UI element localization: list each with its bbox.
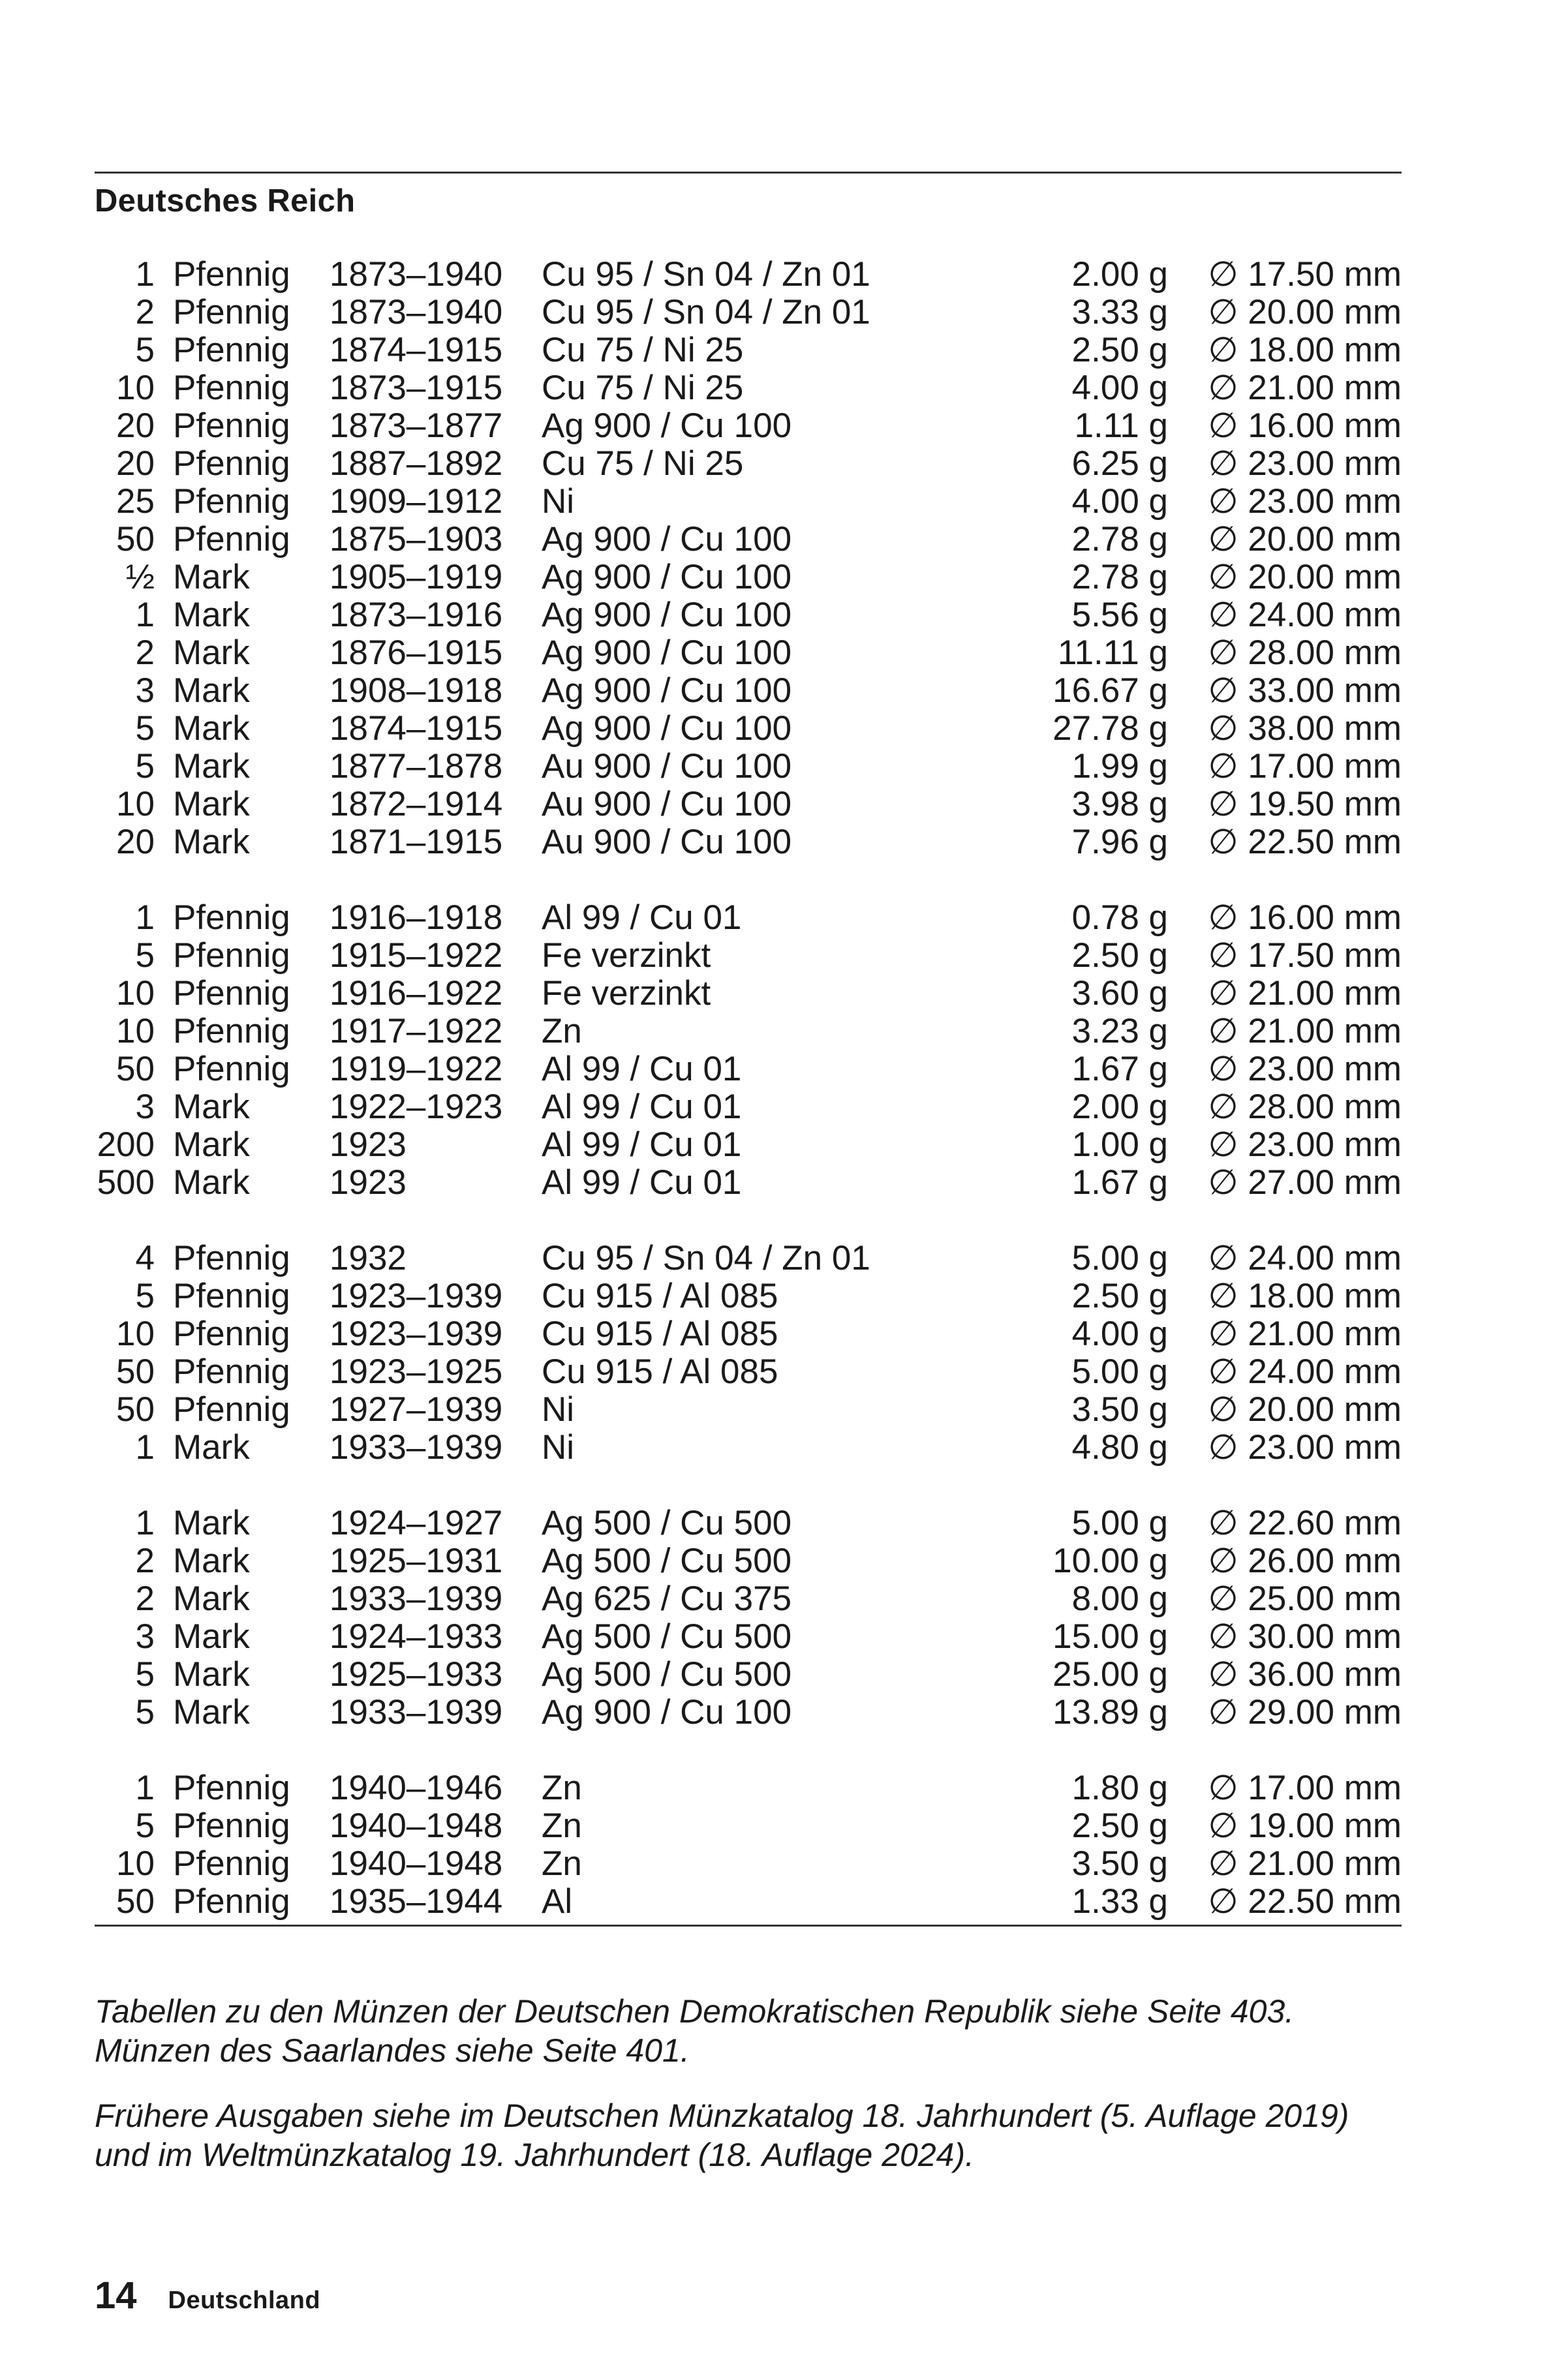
years: 1917–1922 bbox=[330, 1012, 503, 1050]
alloy: Ag 900 / Cu 100 bbox=[542, 520, 792, 558]
table-row bbox=[0, 1050, 1566, 1088]
weight: 1.80 g bbox=[1071, 1769, 1168, 1807]
denomination-unit: Mark bbox=[173, 671, 250, 710]
denomination-value: 10 bbox=[116, 1315, 155, 1353]
alloy: Cu 915 / Al 085 bbox=[542, 1352, 778, 1391]
years: 1940–1948 bbox=[330, 1844, 503, 1883]
denomination-unit: Pfennig bbox=[173, 974, 290, 1013]
denomination-value: 5 bbox=[135, 747, 155, 786]
alloy: Zn bbox=[542, 1769, 582, 1807]
denomination-unit: Mark bbox=[173, 747, 250, 786]
denomination-unit: Pfennig bbox=[173, 520, 290, 558]
diameter: ∅ 23.00 mm bbox=[1208, 1125, 1402, 1164]
weight: 2.50 g bbox=[1071, 936, 1168, 975]
table-row bbox=[0, 823, 1566, 861]
denomination-value: 1 bbox=[135, 596, 155, 634]
denomination-value: 50 bbox=[116, 1390, 155, 1429]
weight: 5.56 g bbox=[1071, 596, 1168, 634]
denomination-value: 5 bbox=[135, 936, 155, 975]
weight: 3.98 g bbox=[1071, 785, 1168, 823]
table-row bbox=[0, 710, 1566, 748]
table-row bbox=[0, 1656, 1566, 1694]
table-row bbox=[0, 1391, 1566, 1429]
alloy: Cu 915 / Al 085 bbox=[542, 1277, 778, 1315]
diameter: ∅ 29.00 mm bbox=[1208, 1693, 1402, 1732]
diameter: ∅ 28.00 mm bbox=[1208, 633, 1402, 672]
alloy: Ag 900 / Cu 100 bbox=[542, 596, 792, 634]
denomination-unit: Mark bbox=[173, 1428, 250, 1467]
table-row bbox=[0, 1807, 1566, 1845]
denomination-unit: Pfennig bbox=[173, 331, 290, 369]
denomination-unit: Pfennig bbox=[173, 369, 290, 407]
years: 1875–1903 bbox=[330, 520, 503, 558]
weight: 1.00 g bbox=[1071, 1125, 1168, 1164]
denomination-value: 5 bbox=[135, 709, 155, 748]
denomination-value: ½ bbox=[125, 558, 155, 596]
denomination-value: 1 bbox=[135, 1428, 155, 1467]
years: 1908–1918 bbox=[330, 671, 503, 710]
alloy: Fe verzinkt bbox=[542, 936, 711, 975]
denomination-unit: Pfennig bbox=[173, 898, 290, 937]
denomination-unit: Pfennig bbox=[173, 1807, 290, 1845]
denomination-value: 50 bbox=[116, 1882, 155, 1921]
weight: 13.89 g bbox=[1052, 1693, 1168, 1732]
diameter: ∅ 22.50 mm bbox=[1208, 1882, 1402, 1921]
notes bbox=[95, 1992, 1406, 2201]
diameter: ∅ 24.00 mm bbox=[1208, 1239, 1402, 1277]
years: 1925–1931 bbox=[330, 1542, 503, 1580]
alloy: Au 900 / Cu 100 bbox=[542, 747, 792, 786]
denomination-value: 5 bbox=[135, 1807, 155, 1845]
alloy: Ag 900 / Cu 100 bbox=[542, 1693, 792, 1732]
table-row bbox=[0, 445, 1566, 483]
diameter: ∅ 17.50 mm bbox=[1208, 255, 1402, 294]
diameter: ∅ 28.00 mm bbox=[1208, 1088, 1402, 1126]
weight: 1.99 g bbox=[1071, 747, 1168, 786]
weight: 3.50 g bbox=[1071, 1844, 1168, 1883]
table-row bbox=[0, 596, 1566, 634]
alloy: Au 900 / Cu 100 bbox=[542, 785, 792, 823]
alloy: Ag 625 / Cu 375 bbox=[542, 1579, 792, 1618]
weight: 6.25 g bbox=[1071, 444, 1168, 483]
years: 1922–1923 bbox=[330, 1088, 503, 1126]
note-ddr-saarland: Tabellen zu den Münzen der Deutschen Demokratischen Republik siehe Seite 403. Münzen des Saarlandes siehe Seite 401. bbox=[95, 1993, 1295, 2069]
diameter: ∅ 17.50 mm bbox=[1208, 936, 1402, 975]
page-footer bbox=[95, 2274, 320, 2319]
alloy: Cu 95 / Sn 04 / Zn 01 bbox=[542, 1239, 870, 1277]
weight: 5.00 g bbox=[1071, 1352, 1168, 1391]
denomination-unit: Pfennig bbox=[173, 1352, 290, 1391]
alloy: Cu 75 / Ni 25 bbox=[542, 331, 744, 369]
table-row bbox=[0, 1618, 1566, 1656]
denomination-unit: Mark bbox=[173, 1125, 250, 1164]
years: 1933–1939 bbox=[330, 1579, 503, 1618]
denomination-unit: Mark bbox=[173, 823, 250, 861]
years: 1871–1915 bbox=[330, 823, 503, 861]
diameter: ∅ 23.00 mm bbox=[1208, 482, 1402, 521]
weight: 3.23 g bbox=[1071, 1012, 1168, 1050]
weight: 4.80 g bbox=[1071, 1428, 1168, 1467]
denomination-unit: Pfennig bbox=[173, 255, 290, 294]
weight: 2.00 g bbox=[1071, 255, 1168, 294]
years: 1924–1927 bbox=[330, 1504, 503, 1542]
denomination-unit: Mark bbox=[173, 1579, 250, 1618]
weight: 2.78 g bbox=[1071, 558, 1168, 596]
alloy: Ag 900 / Cu 100 bbox=[542, 709, 792, 748]
table-row bbox=[0, 1845, 1566, 1883]
denomination-value: 2 bbox=[135, 1542, 155, 1580]
denomination-value: 5 bbox=[135, 331, 155, 369]
table-row bbox=[0, 975, 1566, 1013]
coin-group bbox=[0, 899, 1566, 1202]
diameter: ∅ 20.00 mm bbox=[1208, 520, 1402, 558]
denomination-unit: Pfennig bbox=[173, 1315, 290, 1353]
table-row bbox=[0, 407, 1566, 445]
table-row bbox=[0, 1694, 1566, 1732]
diameter: ∅ 21.00 mm bbox=[1208, 1012, 1402, 1050]
diameter: ∅ 36.00 mm bbox=[1208, 1655, 1402, 1694]
diameter: ∅ 20.00 mm bbox=[1208, 293, 1402, 331]
denomination-unit: Pfennig bbox=[173, 482, 290, 521]
weight: 2.50 g bbox=[1071, 331, 1168, 369]
years: 1915–1922 bbox=[330, 936, 503, 975]
years: 1940–1948 bbox=[330, 1807, 503, 1845]
years: 1905–1919 bbox=[330, 558, 503, 596]
diameter: ∅ 22.50 mm bbox=[1208, 823, 1402, 861]
weight: 3.33 g bbox=[1071, 293, 1168, 331]
weight: 25.00 g bbox=[1052, 1655, 1168, 1694]
denomination-unit: Mark bbox=[173, 1163, 250, 1202]
weight: 1.33 g bbox=[1071, 1882, 1168, 1921]
denomination-unit: Mark bbox=[173, 1088, 250, 1126]
weight: 1.67 g bbox=[1071, 1050, 1168, 1088]
alloy: Ag 500 / Cu 500 bbox=[542, 1617, 792, 1656]
weight: 7.96 g bbox=[1071, 823, 1168, 861]
years: 1924–1933 bbox=[330, 1617, 503, 1656]
table-row bbox=[0, 1277, 1566, 1315]
years: 1877–1878 bbox=[330, 747, 503, 786]
diameter: ∅ 21.00 mm bbox=[1208, 974, 1402, 1013]
table-row bbox=[0, 748, 1566, 786]
denomination-unit: Pfennig bbox=[173, 444, 290, 483]
alloy: Ni bbox=[542, 1428, 575, 1467]
denomination-unit: Pfennig bbox=[173, 1844, 290, 1883]
alloy: Ag 900 / Cu 100 bbox=[542, 633, 792, 672]
denomination-value: 50 bbox=[116, 1050, 155, 1088]
table-row bbox=[0, 331, 1566, 369]
years: 1887–1892 bbox=[330, 444, 503, 483]
years: 1923–1939 bbox=[330, 1315, 503, 1353]
table-row bbox=[0, 1353, 1566, 1391]
section-heading: Deutsches Reich bbox=[95, 183, 356, 219]
diameter: ∅ 25.00 mm bbox=[1208, 1579, 1402, 1618]
denomination-value: 5 bbox=[135, 1693, 155, 1732]
years: 1873–1877 bbox=[330, 406, 503, 445]
denomination-unit: Pfennig bbox=[173, 293, 290, 331]
denomination-value: 1 bbox=[135, 898, 155, 937]
alloy: Cu 75 / Ni 25 bbox=[542, 444, 744, 483]
denomination-unit: Pfennig bbox=[173, 936, 290, 975]
bottom-rule bbox=[95, 1925, 1402, 1927]
diameter: ∅ 18.00 mm bbox=[1208, 1277, 1402, 1315]
weight: 4.00 g bbox=[1071, 482, 1168, 521]
table-row bbox=[0, 483, 1566, 521]
table-row bbox=[0, 1769, 1566, 1807]
diameter: ∅ 19.00 mm bbox=[1208, 1807, 1402, 1845]
weight: 3.60 g bbox=[1071, 974, 1168, 1013]
denomination-value: 20 bbox=[116, 823, 155, 861]
alloy: Ag 500 / Cu 500 bbox=[542, 1655, 792, 1694]
denomination-value: 10 bbox=[116, 974, 155, 1013]
denomination-unit: Mark bbox=[173, 709, 250, 748]
denomination-unit: Mark bbox=[173, 1617, 250, 1656]
table-row bbox=[0, 786, 1566, 823]
denomination-value: 4 bbox=[135, 1239, 155, 1277]
coin-group bbox=[0, 1769, 1566, 1921]
alloy: Ag 900 / Cu 100 bbox=[542, 671, 792, 710]
diameter: ∅ 27.00 mm bbox=[1208, 1163, 1402, 1202]
table-row bbox=[0, 672, 1566, 710]
denomination-value: 50 bbox=[116, 520, 155, 558]
table-row bbox=[0, 1240, 1566, 1277]
table-row bbox=[0, 937, 1566, 975]
denomination-unit: Mark bbox=[173, 558, 250, 596]
years: 1876–1915 bbox=[330, 633, 503, 672]
table-row bbox=[0, 1542, 1566, 1580]
weight: 1.11 g bbox=[1074, 406, 1168, 445]
coin-group bbox=[0, 256, 1566, 861]
years: 1927–1939 bbox=[330, 1390, 503, 1429]
table-row bbox=[0, 558, 1566, 596]
denomination-value: 200 bbox=[97, 1125, 155, 1164]
weight: 11.11 g bbox=[1058, 633, 1168, 672]
diameter: ∅ 23.00 mm bbox=[1208, 1050, 1402, 1088]
table-row bbox=[0, 521, 1566, 558]
denomination-value: 50 bbox=[116, 1352, 155, 1391]
alloy: Ag 500 / Cu 500 bbox=[542, 1542, 792, 1580]
table-row bbox=[0, 634, 1566, 672]
denomination-value: 2 bbox=[135, 293, 155, 331]
denomination-value: 1 bbox=[135, 255, 155, 294]
table-row bbox=[0, 256, 1566, 294]
denomination-value: 5 bbox=[135, 1277, 155, 1315]
years: 1874–1915 bbox=[330, 331, 503, 369]
diameter: ∅ 21.00 mm bbox=[1208, 369, 1402, 407]
alloy: Ag 900 / Cu 100 bbox=[542, 406, 792, 445]
denomination-value: 10 bbox=[116, 1012, 155, 1050]
weight: 1.67 g bbox=[1071, 1163, 1168, 1202]
table-row bbox=[0, 1164, 1566, 1202]
denomination-unit: Pfennig bbox=[173, 1050, 290, 1088]
years: 1923 bbox=[330, 1125, 407, 1164]
years: 1873–1916 bbox=[330, 596, 503, 634]
denomination-unit: Mark bbox=[173, 785, 250, 823]
years: 1940–1946 bbox=[330, 1769, 503, 1807]
coin-group bbox=[0, 1504, 1566, 1732]
years: 1873–1915 bbox=[330, 369, 503, 407]
table-row bbox=[0, 1429, 1566, 1467]
denomination-unit: Pfennig bbox=[173, 1012, 290, 1050]
years: 1932 bbox=[330, 1239, 407, 1277]
diameter: ∅ 24.00 mm bbox=[1208, 1352, 1402, 1391]
diameter: ∅ 24.00 mm bbox=[1208, 596, 1402, 634]
table-row bbox=[0, 1088, 1566, 1126]
diameter: ∅ 30.00 mm bbox=[1208, 1617, 1402, 1656]
denomination-value: 1 bbox=[135, 1504, 155, 1542]
weight: 4.00 g bbox=[1071, 1315, 1168, 1353]
diameter: ∅ 23.00 mm bbox=[1208, 444, 1402, 483]
alloy: Cu 95 / Sn 04 / Zn 01 bbox=[542, 255, 870, 294]
alloy: Zn bbox=[542, 1807, 582, 1845]
diameter: ∅ 20.00 mm bbox=[1208, 558, 1402, 596]
denomination-value: 10 bbox=[116, 785, 155, 823]
denomination-unit: Pfennig bbox=[173, 1239, 290, 1277]
alloy: Ag 500 / Cu 500 bbox=[542, 1504, 792, 1542]
alloy: Au 900 / Cu 100 bbox=[542, 823, 792, 861]
table-row bbox=[0, 369, 1566, 407]
years: 1925–1933 bbox=[330, 1655, 503, 1694]
denomination-value: 10 bbox=[116, 1844, 155, 1883]
diameter: ∅ 16.00 mm bbox=[1208, 406, 1402, 445]
coin-table bbox=[0, 256, 1566, 1959]
alloy: Cu 95 / Sn 04 / Zn 01 bbox=[542, 293, 870, 331]
weight: 2.78 g bbox=[1071, 520, 1168, 558]
alloy: Ag 900 / Cu 100 bbox=[542, 558, 792, 596]
denomination-value: 3 bbox=[135, 1617, 155, 1656]
denomination-unit: Mark bbox=[173, 1655, 250, 1694]
denomination-value: 2 bbox=[135, 1579, 155, 1618]
alloy: Al 99 / Cu 01 bbox=[542, 1088, 742, 1126]
alloy: Al bbox=[542, 1882, 573, 1921]
table-row bbox=[0, 294, 1566, 331]
diameter: ∅ 33.00 mm bbox=[1208, 671, 1402, 710]
years: 1916–1918 bbox=[330, 898, 503, 937]
weight: 10.00 g bbox=[1052, 1542, 1168, 1580]
weight: 2.50 g bbox=[1071, 1807, 1168, 1845]
years: 1923–1925 bbox=[330, 1352, 503, 1391]
diameter: ∅ 22.60 mm bbox=[1208, 1504, 1402, 1542]
table-row bbox=[0, 1315, 1566, 1353]
table-row bbox=[0, 899, 1566, 937]
weight: 27.78 g bbox=[1052, 709, 1168, 748]
alloy: Cu 75 / Ni 25 bbox=[542, 369, 744, 407]
footer-section: Deutschland bbox=[168, 2287, 321, 2314]
diameter: ∅ 16.00 mm bbox=[1208, 898, 1402, 937]
weight: 5.00 g bbox=[1071, 1239, 1168, 1277]
denomination-value: 10 bbox=[116, 369, 155, 407]
diameter: ∅ 19.50 mm bbox=[1208, 785, 1402, 823]
diameter: ∅ 21.00 mm bbox=[1208, 1315, 1402, 1353]
alloy: Fe verzinkt bbox=[542, 974, 711, 1013]
alloy: Al 99 / Cu 01 bbox=[542, 1125, 742, 1164]
years: 1923 bbox=[330, 1163, 407, 1202]
weight: 0.78 g bbox=[1071, 898, 1168, 937]
diameter: ∅ 23.00 mm bbox=[1208, 1428, 1402, 1467]
note-earlier-editions: Frühere Ausgaben siehe im Deutschen Münzkatalog 18. Jahrhundert (5. Auflage 2019) und im Weltmünzkatalog 19. Jahrhundert (18. Auflage 2024). bbox=[95, 2098, 1349, 2173]
years: 1933–1939 bbox=[330, 1428, 503, 1467]
top-rule bbox=[95, 172, 1402, 174]
denomination-unit: Mark bbox=[173, 1693, 250, 1732]
years: 1935–1944 bbox=[330, 1882, 503, 1921]
denomination-unit: Mark bbox=[173, 596, 250, 634]
denomination-unit: Pfennig bbox=[173, 406, 290, 445]
weight: 8.00 g bbox=[1071, 1579, 1168, 1618]
alloy: Cu 915 / Al 085 bbox=[542, 1315, 778, 1353]
denomination-unit: Pfennig bbox=[173, 1882, 290, 1921]
table-row bbox=[0, 1013, 1566, 1050]
weight: 3.50 g bbox=[1071, 1390, 1168, 1429]
alloy: Zn bbox=[542, 1844, 582, 1883]
diameter: ∅ 26.00 mm bbox=[1208, 1542, 1402, 1580]
page-number: 14 bbox=[95, 2274, 137, 2317]
table-row bbox=[0, 1883, 1566, 1921]
denomination-value: 1 bbox=[135, 1769, 155, 1807]
denomination-unit: Pfennig bbox=[173, 1277, 290, 1315]
weight: 16.67 g bbox=[1052, 671, 1168, 710]
denomination-value: 20 bbox=[116, 406, 155, 445]
diameter: ∅ 17.00 mm bbox=[1208, 1769, 1402, 1807]
alloy: Al 99 / Cu 01 bbox=[542, 898, 742, 937]
diameter: ∅ 17.00 mm bbox=[1208, 747, 1402, 786]
diameter: ∅ 38.00 mm bbox=[1208, 709, 1402, 748]
years: 1872–1914 bbox=[330, 785, 503, 823]
alloy: Ni bbox=[542, 482, 575, 521]
weight: 2.00 g bbox=[1071, 1088, 1168, 1126]
weight: 5.00 g bbox=[1071, 1504, 1168, 1542]
denomination-value: 3 bbox=[135, 1088, 155, 1126]
diameter: ∅ 18.00 mm bbox=[1208, 331, 1402, 369]
years: 1874–1915 bbox=[330, 709, 503, 748]
denomination-value: 500 bbox=[97, 1163, 155, 1202]
denomination-value: 5 bbox=[135, 1655, 155, 1694]
alloy: Zn bbox=[542, 1012, 582, 1050]
denomination-unit: Pfennig bbox=[173, 1390, 290, 1429]
denomination-value: 25 bbox=[116, 482, 155, 521]
alloy: Ni bbox=[542, 1390, 575, 1429]
years: 1873–1940 bbox=[330, 255, 503, 294]
denomination-value: 2 bbox=[135, 633, 155, 672]
coin-group bbox=[0, 1240, 1566, 1467]
weight: 2.50 g bbox=[1071, 1277, 1168, 1315]
table-row bbox=[0, 1580, 1566, 1618]
alloy: Al 99 / Cu 01 bbox=[542, 1163, 742, 1202]
denomination-value: 3 bbox=[135, 671, 155, 710]
denomination-value: 20 bbox=[116, 444, 155, 483]
denomination-unit: Pfennig bbox=[173, 1769, 290, 1807]
weight: 15.00 g bbox=[1052, 1617, 1168, 1656]
weight: 4.00 g bbox=[1071, 369, 1168, 407]
years: 1919–1922 bbox=[330, 1050, 503, 1088]
diameter: ∅ 21.00 mm bbox=[1208, 1844, 1402, 1883]
years: 1916–1922 bbox=[330, 974, 503, 1013]
years: 1933–1939 bbox=[330, 1693, 503, 1732]
years: 1873–1940 bbox=[330, 293, 503, 331]
denomination-unit: Mark bbox=[173, 1542, 250, 1580]
table-row bbox=[0, 1126, 1566, 1164]
table-row bbox=[0, 1504, 1566, 1542]
years: 1909–1912 bbox=[330, 482, 503, 521]
denomination-unit: Mark bbox=[173, 633, 250, 672]
years: 1923–1939 bbox=[330, 1277, 503, 1315]
alloy: Al 99 / Cu 01 bbox=[542, 1050, 742, 1088]
diameter: ∅ 20.00 mm bbox=[1208, 1390, 1402, 1429]
denomination-unit: Mark bbox=[173, 1504, 250, 1542]
